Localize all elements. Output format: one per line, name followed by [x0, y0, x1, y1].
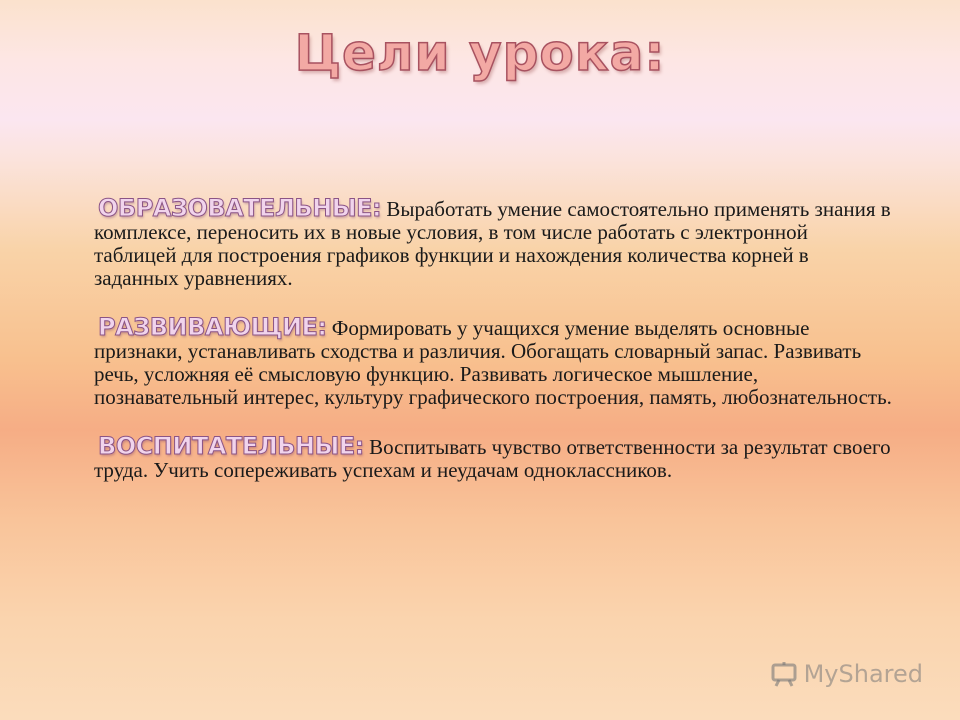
goal-heading-upbringing: ВОСПИТАТЕЛЬНЫЕ: [98, 432, 364, 460]
goals-list [94, 194, 894, 508]
goal-upbringing [94, 432, 894, 482]
goal-heading-educational: ОБРАЗОВАТЕЛЬНЫЕ: [98, 194, 382, 222]
slide-title: Цели урока: [294, 24, 666, 82]
goal-developmental [94, 313, 894, 409]
presentation-board-icon [770, 660, 798, 688]
myshared-watermark [770, 660, 923, 688]
goal-educational [94, 194, 894, 290]
goal-heading-developmental: РАЗВИВАЮЩИЕ: [98, 313, 327, 341]
goal-text-upbringing: Воспитывать чувство ответственности за результат своего труда. Учить сопереживать успехам и неудачам одноклассников. [94, 435, 891, 482]
goal-text-developmental: Формировать у учащихся умение выделять основные признаки, устанавливать сходства и различия. Обогащать словарный запас. Развивать речь, усложняя её смысловую функцию. Развивать логическое мышление, познавательный интерес, культуру графического построения, память, любознательность. [94, 316, 892, 409]
goal-text-educational: Выработать умение самостоятельно применять знания в комплексе, переносить их в новые условия, в том числе работать с электронной таблицей для построения графиков функции и нахождения количества корней в заданных уравнениях. [94, 197, 891, 290]
watermark-text: MyShared [803, 660, 923, 688]
